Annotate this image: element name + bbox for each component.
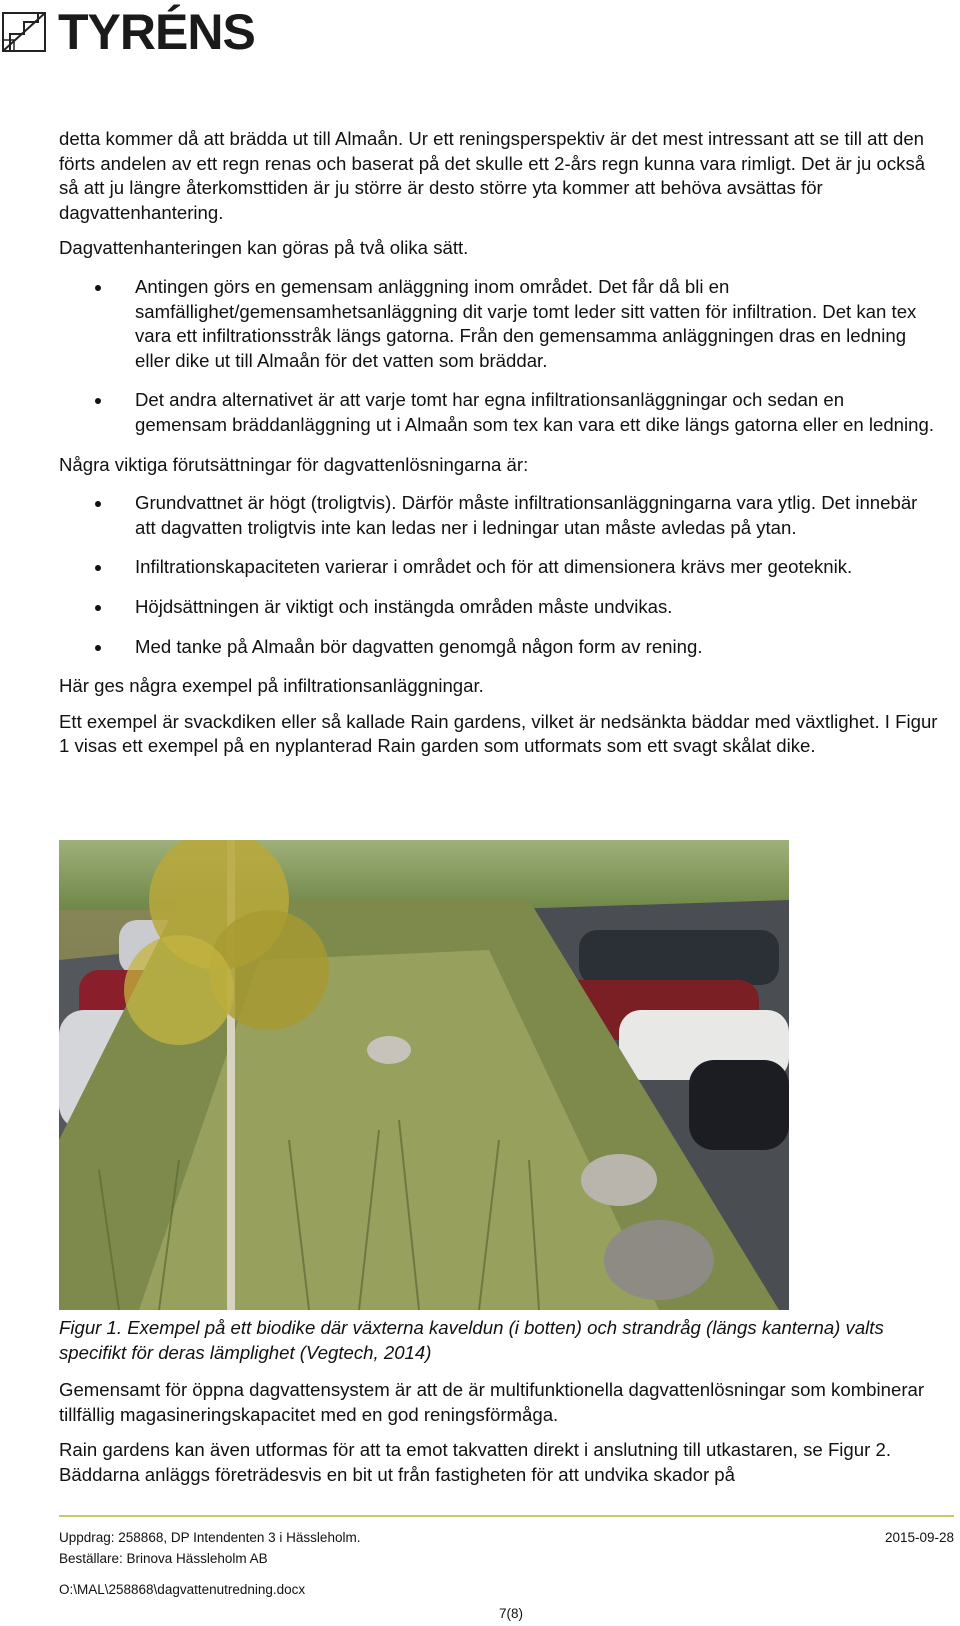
photo-illustration: [59, 840, 789, 1310]
logo-text: TYRÉNS: [58, 4, 255, 60]
paragraph: Några viktiga förutsättningar för dagvattenlösningarna är:: [59, 453, 529, 475]
list-item: Det andra alternativet är att varje tomt har egna infiltrationsanläggningar och sedan en gemensam bräddanläggning ut i Almaån som tex kan vara ett dike längs gatorna eller en ledning.: [59, 388, 939, 437]
footer-file-path: O:\MAL\258868\dagvattenutredning.docx: [59, 1582, 306, 1597]
list-item: Infiltrationskapaciteten varierar i området och för att dimensionera krävs mer geoteknik.: [59, 555, 939, 580]
footer-date: 2015-09-28: [884, 1530, 954, 1545]
footer-assignment: Uppdrag: 258868, DP Intendenten 3 i Hässleholm.: [59, 1530, 361, 1545]
tyrens-logo: [0, 0, 260, 60]
tyrens-logo-icon: [2, 12, 46, 52]
paragraph: Gemensamt för öppna dagvattensystem är att de är multifunktionella dagvattenlösningar som kombinerar tillfällig magasineringskapacitet med en god reningsförmåga.: [59, 1379, 925, 1425]
rain-garden-photo: [59, 840, 789, 1310]
list-item: Med tanke på Almaån bör dagvatten genomgå någon form av rening.: [59, 635, 939, 660]
paragraph: Dagvattenhanteringen kan göras på två olika sätt.: [59, 237, 469, 259]
list-item: Höjdsättningen är viktigt och instängda områden måste undvikas.: [59, 595, 939, 620]
footer-client: Beställare: Brinova Hässleholm AB: [59, 1551, 268, 1566]
paragraph: detta kommer då att brädda ut till Almaån. Ur ett reningsperspektiv är det mest intressant att se till att den förts andelen av ett regn renas och baserat på det skulle ett 2-års regn kunna vara rimligt. Det är ju också så att ju längre återkomsttiden är ju större är desto större yta kommer att behöva avsättas för dagvattenhantering.: [59, 128, 926, 223]
bullet-list: [59, 275, 939, 438]
document-body: [59, 127, 939, 759]
list-item: Antingen görs en gemensam anläggning inom området. Det får då bli en samfällighet/gemensamhetsanläggning dit varje tomt leder sitt vatten för infiltration. Det kan tex vara ett infiltrationsstråk längs gatorna. Från den gemensamma anläggningen dras en ledning eller dike ut till Almaån för det vatten som bräddar.: [59, 275, 939, 373]
document-body-continued: [59, 1378, 939, 1498]
paragraph: Rain gardens kan även utformas för att ta emot takvatten direkt i anslutning till utkastaren, se Figur 2. Bäddarna anläggs företrädesvis en bit ut från fastigheten för att undvika skador på: [59, 1439, 891, 1485]
paragraph: Här ges några exempel på infiltrationsanläggningar.: [59, 675, 484, 697]
list-item: Grundvattnet är högt (troligtvis). Därför måste infiltrationsanläggningarna vara ytlig. Det innebär att dagvatten troligtvis inte kan ledas ner i ledningar utan måste avledas på ytan.: [59, 491, 939, 540]
bullet-list: [59, 491, 939, 659]
figure-caption: Figur 1. Exempel på ett biodike där växterna kaveldun (i botten) och strandråg (längs kanterna) valts specifikt för deras lämplighet (Vegtech, 2014): [59, 1317, 884, 1363]
page-number: 7(8): [499, 1606, 524, 1621]
footer-divider: [59, 1515, 954, 1517]
paragraph: Ett exempel är svackdiken eller så kallade Rain gardens, vilket är nedsänkta bäddar med växtlighet. I Figur 1 visas ett exempel på en nyplanterad Rain garden som utformats som ett svagt skålat dike.: [59, 710, 938, 757]
